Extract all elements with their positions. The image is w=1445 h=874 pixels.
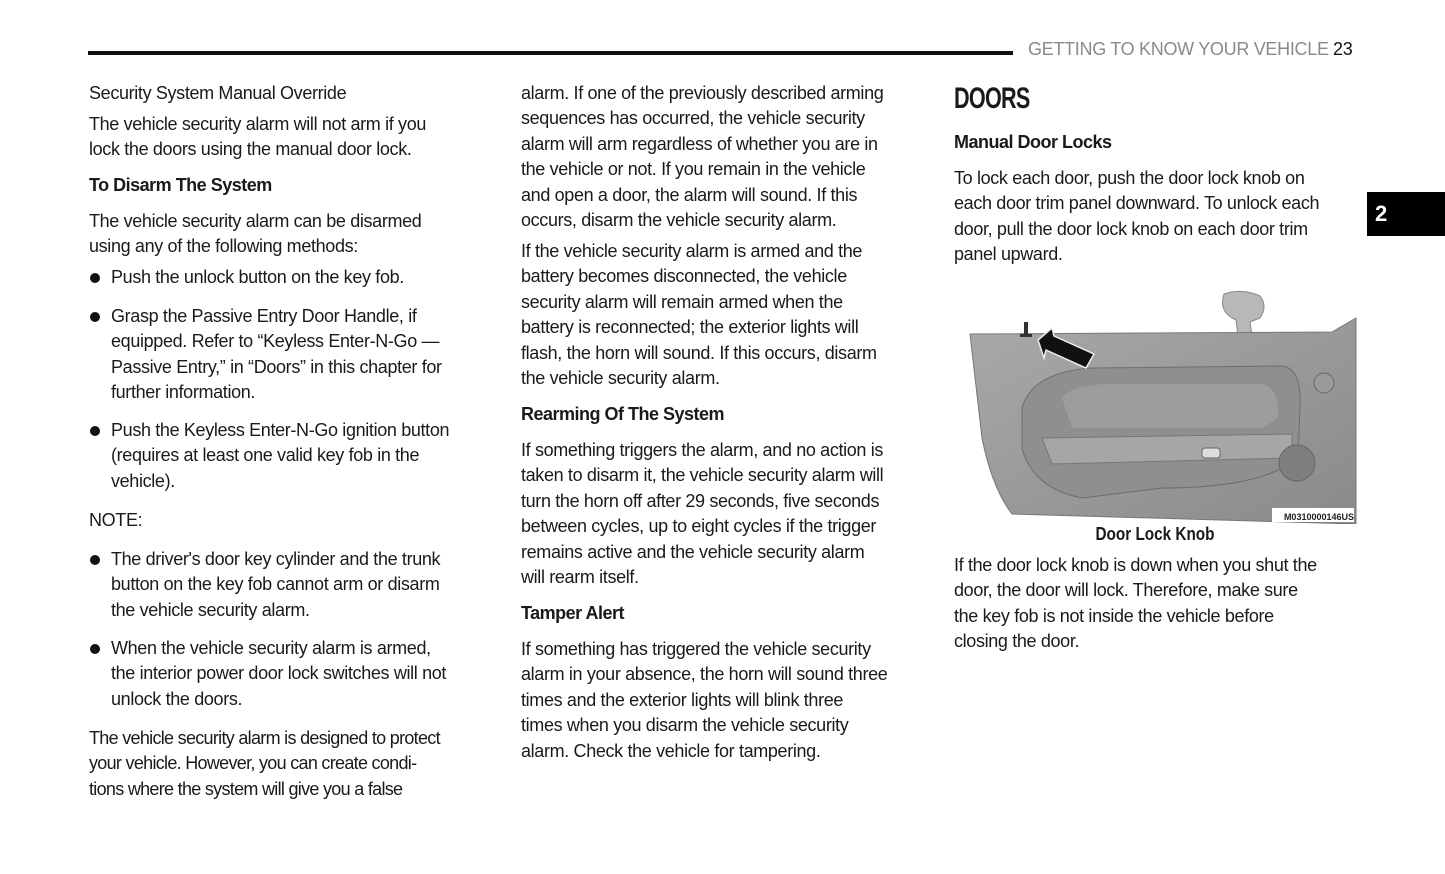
paragraph: To lock each door, push the door lock knob on each door trim panel downward. To unlock each door, pull the door lock knob on each door trim panel upward. [954, 168, 1320, 265]
paragraph: The vehicle security alarm is designed to protect your vehicle. However, you can create condi- tions where the system will give you a false [89, 728, 440, 799]
heading-manual-door-locks: Manual Door Locks [954, 132, 1112, 152]
running-header: GETTING TO KNOW YOUR VEHICLE [1028, 39, 1329, 59]
door-panel-illustration [962, 288, 1358, 524]
figure-code: M0310000146US [1283, 512, 1354, 522]
paragraph: If something has triggered the vehicle security alarm in your absence, the horn will sound three times and the exterior lights will blink three times when you disarm the vehicle security alarm. Check the vehicle for tampering. [521, 639, 888, 761]
chapter-number: 2 [1375, 201, 1388, 226]
bullet-item: Push the Keyless Enter-N-Go ignition button (requires at least one valid key fob in the vehicle). [89, 418, 449, 494]
paragraph: The vehicle security alarm can be disarmed using any of the following methods: [89, 211, 422, 257]
header-rule [88, 51, 1013, 55]
note-label: NOTE: [89, 510, 143, 530]
paragraph: alarm. If one of the previously described arming sequences has occurred, the vehicle security alarm will arm regardless of whether you are in the vehicle or not. If you remain in the vehicle and open a door, the alarm will sound. If this occurs, disarm the vehicle security alarm. [521, 83, 884, 231]
subheading-manual-override: Security System Manual Override [89, 83, 347, 103]
paragraph: If the vehicle security alarm is armed and the battery becomes disconnected, the vehicle security alarm will remain armed when the battery is reconnected; the exterior lights will flash, the horn will sound. If this occurs, disarm the vehicle security alarm. [521, 241, 877, 389]
paragraph: The vehicle security alarm will not arm if you lock the doors using the manual door lock. [89, 114, 427, 160]
page-number: 23 [1333, 39, 1353, 59]
figure-caption: Door Lock Knob [1095, 524, 1215, 544]
paragraph: If the door lock knob is down when you shut the door, the door will lock. Therefore, make sure the key fob is not inside the vehicle before closing the door. [954, 555, 1317, 652]
door-lock-knob-figure [962, 288, 1358, 524]
note-bullet: The driver's door key cylinder and the trunk button on the key fob cannot arm or disarm the vehicle security alarm. [89, 547, 440, 623]
bullet-item: Push the unlock button on the key fob. [89, 265, 404, 290]
heading-disarm: To Disarm The System [89, 175, 272, 195]
heading-tamper-alert: Tamper Alert [521, 603, 625, 623]
chapter-tab [1367, 192, 1445, 236]
heading-rearming: Rearming Of The System [521, 404, 725, 424]
paragraph: If something triggers the alarm, and no action is taken to disarm it, the vehicle security alarm will turn the horn off after 29 seconds, five seconds between cycles, up to eight cycles if the trigger remains active and the vehicle security alarm will rearm itself. [521, 440, 884, 588]
bullet-item: Grasp the Passive Entry Door Handle, if equipped. Refer to “Keyless Enter-N-Go — Passive Entry,” in “Doors” in this chapter for further information. [89, 304, 442, 406]
section-title-doors: DOORS [954, 82, 1030, 115]
note-bullet: When the vehicle security alarm is armed, the interior power door lock switches will not unlock the doors. [89, 636, 446, 712]
